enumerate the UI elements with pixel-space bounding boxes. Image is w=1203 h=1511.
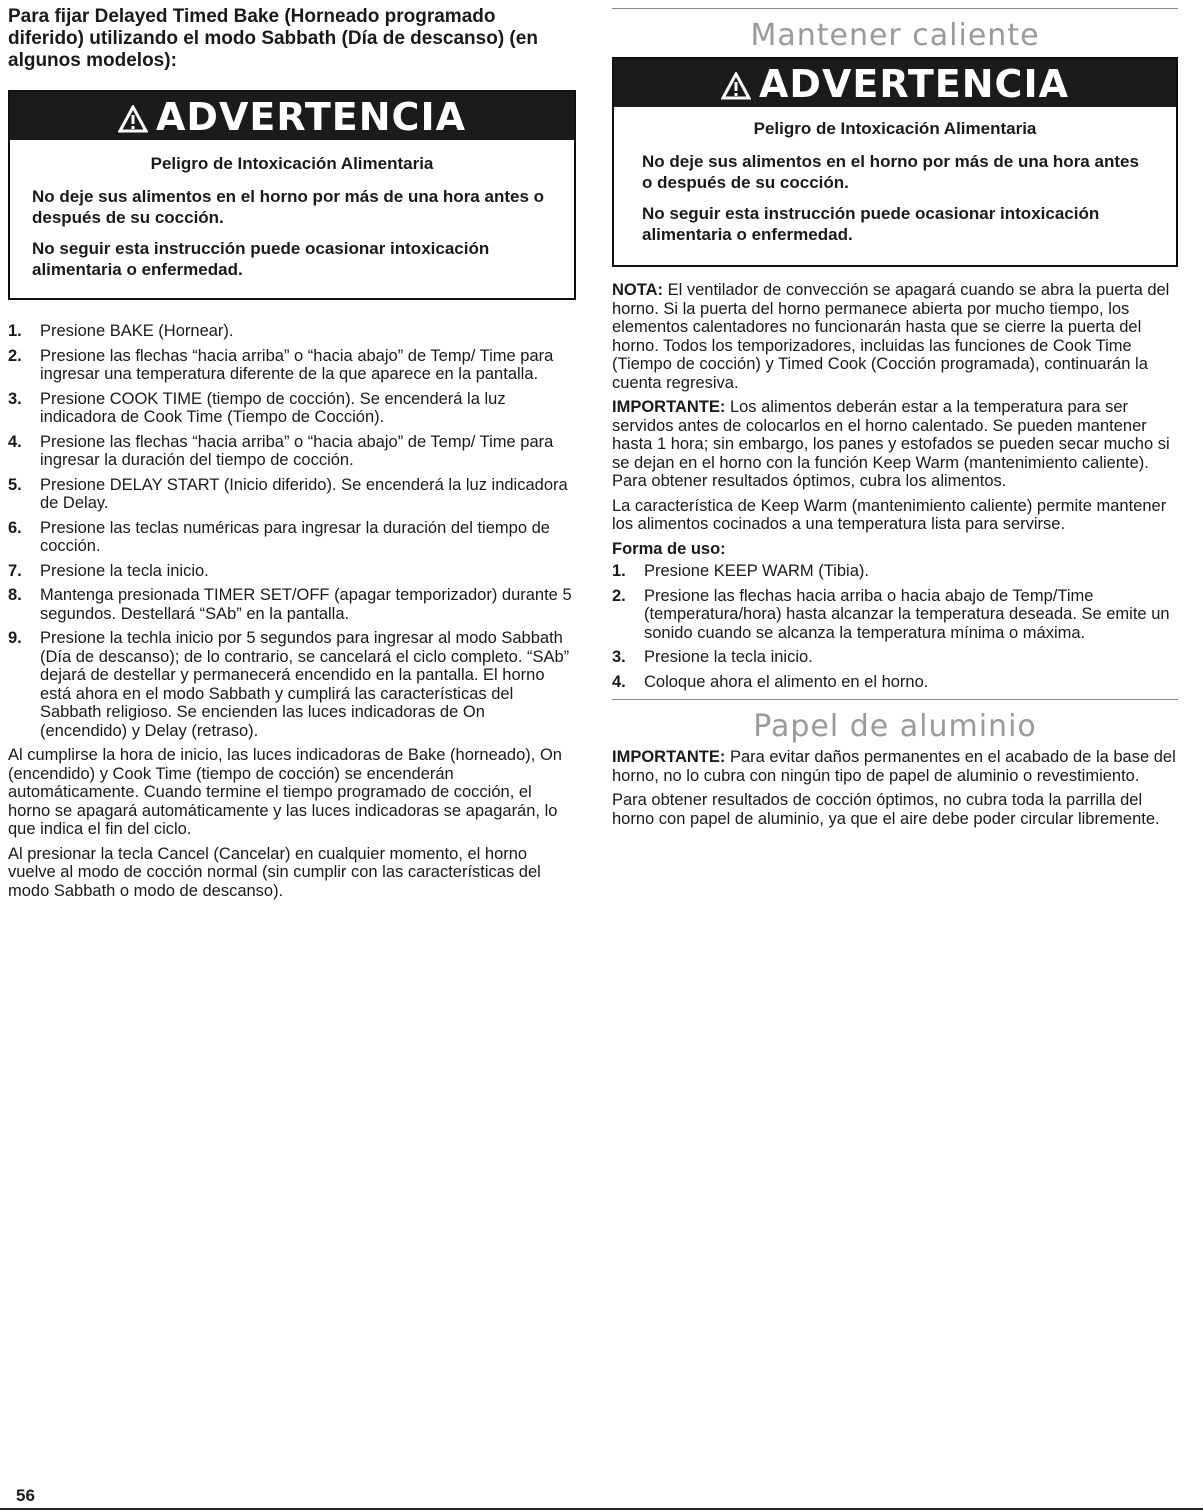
list-item (612, 587, 1178, 643)
list-item (612, 562, 1178, 581)
list-item (8, 390, 576, 427)
note-paragraph (612, 281, 1178, 392)
important-paragraph (612, 748, 1178, 785)
section-heading: Para fijar Delayed Timed Bake (Horneado programado diferido) utilizando el modo Sabbath (Día de descanso) (en algunos modelos): (8, 6, 538, 71)
warning-box (8, 90, 576, 300)
step-number: 6. (8, 518, 22, 537)
paragraph: Al presionar la tecla Cancel (Cancelar) en cualquier momento, el horno vuelve al modo de cocción normal (sin cumplir con las características del modo Sabbath o modo de descanso). (8, 844, 541, 900)
left-column (8, 0, 576, 906)
list-item (8, 562, 576, 581)
step-number: 3. (8, 389, 22, 408)
divider (612, 8, 1178, 9)
steps-list (612, 562, 1178, 691)
step-number: 2. (612, 586, 626, 605)
important-label: IMPORTANTE: (612, 748, 726, 766)
step-number: 2. (8, 346, 22, 365)
list-item (8, 347, 576, 384)
list-item (8, 322, 576, 341)
warning-triangle-icon (721, 62, 751, 112)
warning-subtitle: Peligro de Intoxicación Alimentaria (150, 154, 434, 173)
steps-list (8, 322, 576, 740)
step-number: 4. (8, 432, 22, 451)
step-text: Presione las teclas numéricas para ingresar la duración del tiempo de cocción. (40, 518, 550, 555)
list-item (8, 476, 576, 513)
step-number: 1. (612, 562, 626, 580)
step-text: Presione la techla inicio por 5 segundos para ingresar al modo Sabbath (Día de descanso); de lo contrario, se cancelará el ciclo completo. “SAb” dejará de destellar y permanecerá encendido en la pantalla. El horno está ahora en el modo Sabbath y cumplirá las características del Sabbath religioso. Se encienden las luces indicadoras de On (encendido) y Delay (retraso). (40, 629, 570, 740)
paragraph: Para obtener resultados de cocción óptimos, no cubra toda la parrilla del horno con papel de aluminio, ya que el aire debe poder circular libremente. (612, 791, 1160, 828)
usage-heading: Forma de uso: (612, 539, 726, 558)
important-label: IMPORTANTE: (612, 398, 726, 416)
step-text: Coloque ahora el alimento en el horno. (644, 672, 929, 691)
step-text: Presione BAKE (Hornear). (40, 322, 234, 340)
important-text: Los alimentos deberán estar a la temperatura para ser servidos antes de colocarlos en el horno calentado. Se pueden mantener hasta 1 hora; sin embargo, los panes y estofados se pueden secar mucho si se dejan en el horno con la función Keep Warm (mantenimiento caliente). Para obtener resultados óptimos, cubra los alimentos. (612, 398, 1170, 490)
list-item (8, 519, 576, 556)
step-number: 8. (8, 586, 22, 604)
note-label: NOTA: (612, 281, 664, 299)
right-column (612, 0, 1178, 834)
note-text: El ventilador de convección se apagará cuando se abra la puerta del horno. Si la puerta del horno permanece abierta por mucho tiempo, los elementos calentadores no funcionarán hasta que se cierre la puerta del horno. Todos los temporizadores, incluidas las funciones de Cook Time (Tiempo de cocción) y Timed Cook (Cocción programada), continuarán la cuenta regresiva. (612, 281, 1170, 392)
step-number: 3. (612, 648, 626, 666)
warning-text: No deje sus alimentos en el horno por más de una hora antes o después de su cocción. (32, 187, 545, 227)
paragraph: La característica de Keep Warm (mantenimiento caliente) permite mantener los alimentos cocinados a una temperatura lista para servirse. (612, 496, 1167, 533)
step-text: Presione la tecla inicio. (644, 648, 813, 666)
warning-title: ADVERTENCIA (156, 95, 466, 139)
step-text: Presione la tecla inicio. (40, 561, 209, 580)
page-number: 56 (16, 1486, 35, 1505)
divider (612, 699, 1178, 700)
step-number: 4. (612, 672, 626, 691)
warning-text: No deje sus alimentos en el horno por más de una hora antes o después de su cocción. (642, 152, 1139, 192)
paragraph: Al cumplirse la hora de inicio, las luces indicadoras de Bake (horneado), On (encendido) y Cook Time (tiempo de cocción) se encenderán automáticamente. Cuando termine el tiempo programado de cocción, el horno se apagará automáticamente y las luces indicadoras se apagarán, lo que indica el fin del ciclo. (8, 746, 562, 838)
section-title-keep-warm: Mantener caliente (750, 18, 1040, 53)
step-number: 5. (8, 475, 22, 494)
section-title-foil: Papel de aluminio (753, 709, 1037, 744)
list-item (8, 586, 576, 623)
warning-text: No seguir esta instrucción puede ocasionar intoxicación alimentaria o enfermedad. (642, 204, 1100, 244)
step-text: Presione las flechas “hacia arriba” o “hacia abajo” de Temp/ Time para ingresar la duración del tiempo de cocción. (40, 432, 554, 469)
list-item (8, 629, 576, 740)
warning-header (614, 59, 1176, 107)
important-paragraph (612, 398, 1178, 491)
step-text: Presione DELAY START (Inicio diferido). Se encenderá la luz indicadora de Delay. (40, 475, 568, 512)
step-number: 7. (8, 561, 22, 580)
step-text: Mantenga presionada TIMER SET/OFF (apagar temporizador) durante 5 segundos. Destellará “SAb” en la pantalla. (40, 586, 572, 623)
list-item (612, 648, 1178, 667)
list-item (612, 673, 1178, 692)
important-text: Para evitar daños permanentes en el acabado de la base del horno, no lo cubra con ningún tipo de papel de aluminio o revestimiento. (612, 748, 1176, 785)
step-text: Presione las flechas “hacia arriba” o “hacia abajo” de Temp/ Time para ingresar una temperatura diferente de la que aparece en la pantalla. (40, 346, 554, 383)
step-text: Presione COOK TIME (tiempo de cocción). Se encenderá la luz indicadora de Cook Time (Tiempo de Cocción). (40, 389, 506, 426)
warning-triangle-icon (118, 95, 148, 145)
warning-header (10, 92, 574, 140)
warning-title: ADVERTENCIA (759, 62, 1069, 106)
warning-text: No seguir esta instrucción puede ocasionar intoxicación alimentaria o enfermedad. (32, 239, 490, 279)
step-text: Presione las flechas hacia arriba o hacia abajo de Temp/Time (temperatura/hora) hasta alcanzar la temperatura deseada. Se emite un sonido cuando se alcanza la temperatura mínima o máxima. (644, 586, 1170, 642)
step-number: 1. (8, 322, 22, 340)
step-text: Presione KEEP WARM (Tibia). (644, 562, 869, 580)
warning-subtitle: Peligro de Intoxicación Alimentaria (753, 119, 1037, 138)
step-number: 9. (8, 629, 22, 647)
list-item (8, 433, 576, 470)
bottom-divider (0, 1508, 1203, 1510)
warning-box (612, 57, 1178, 267)
